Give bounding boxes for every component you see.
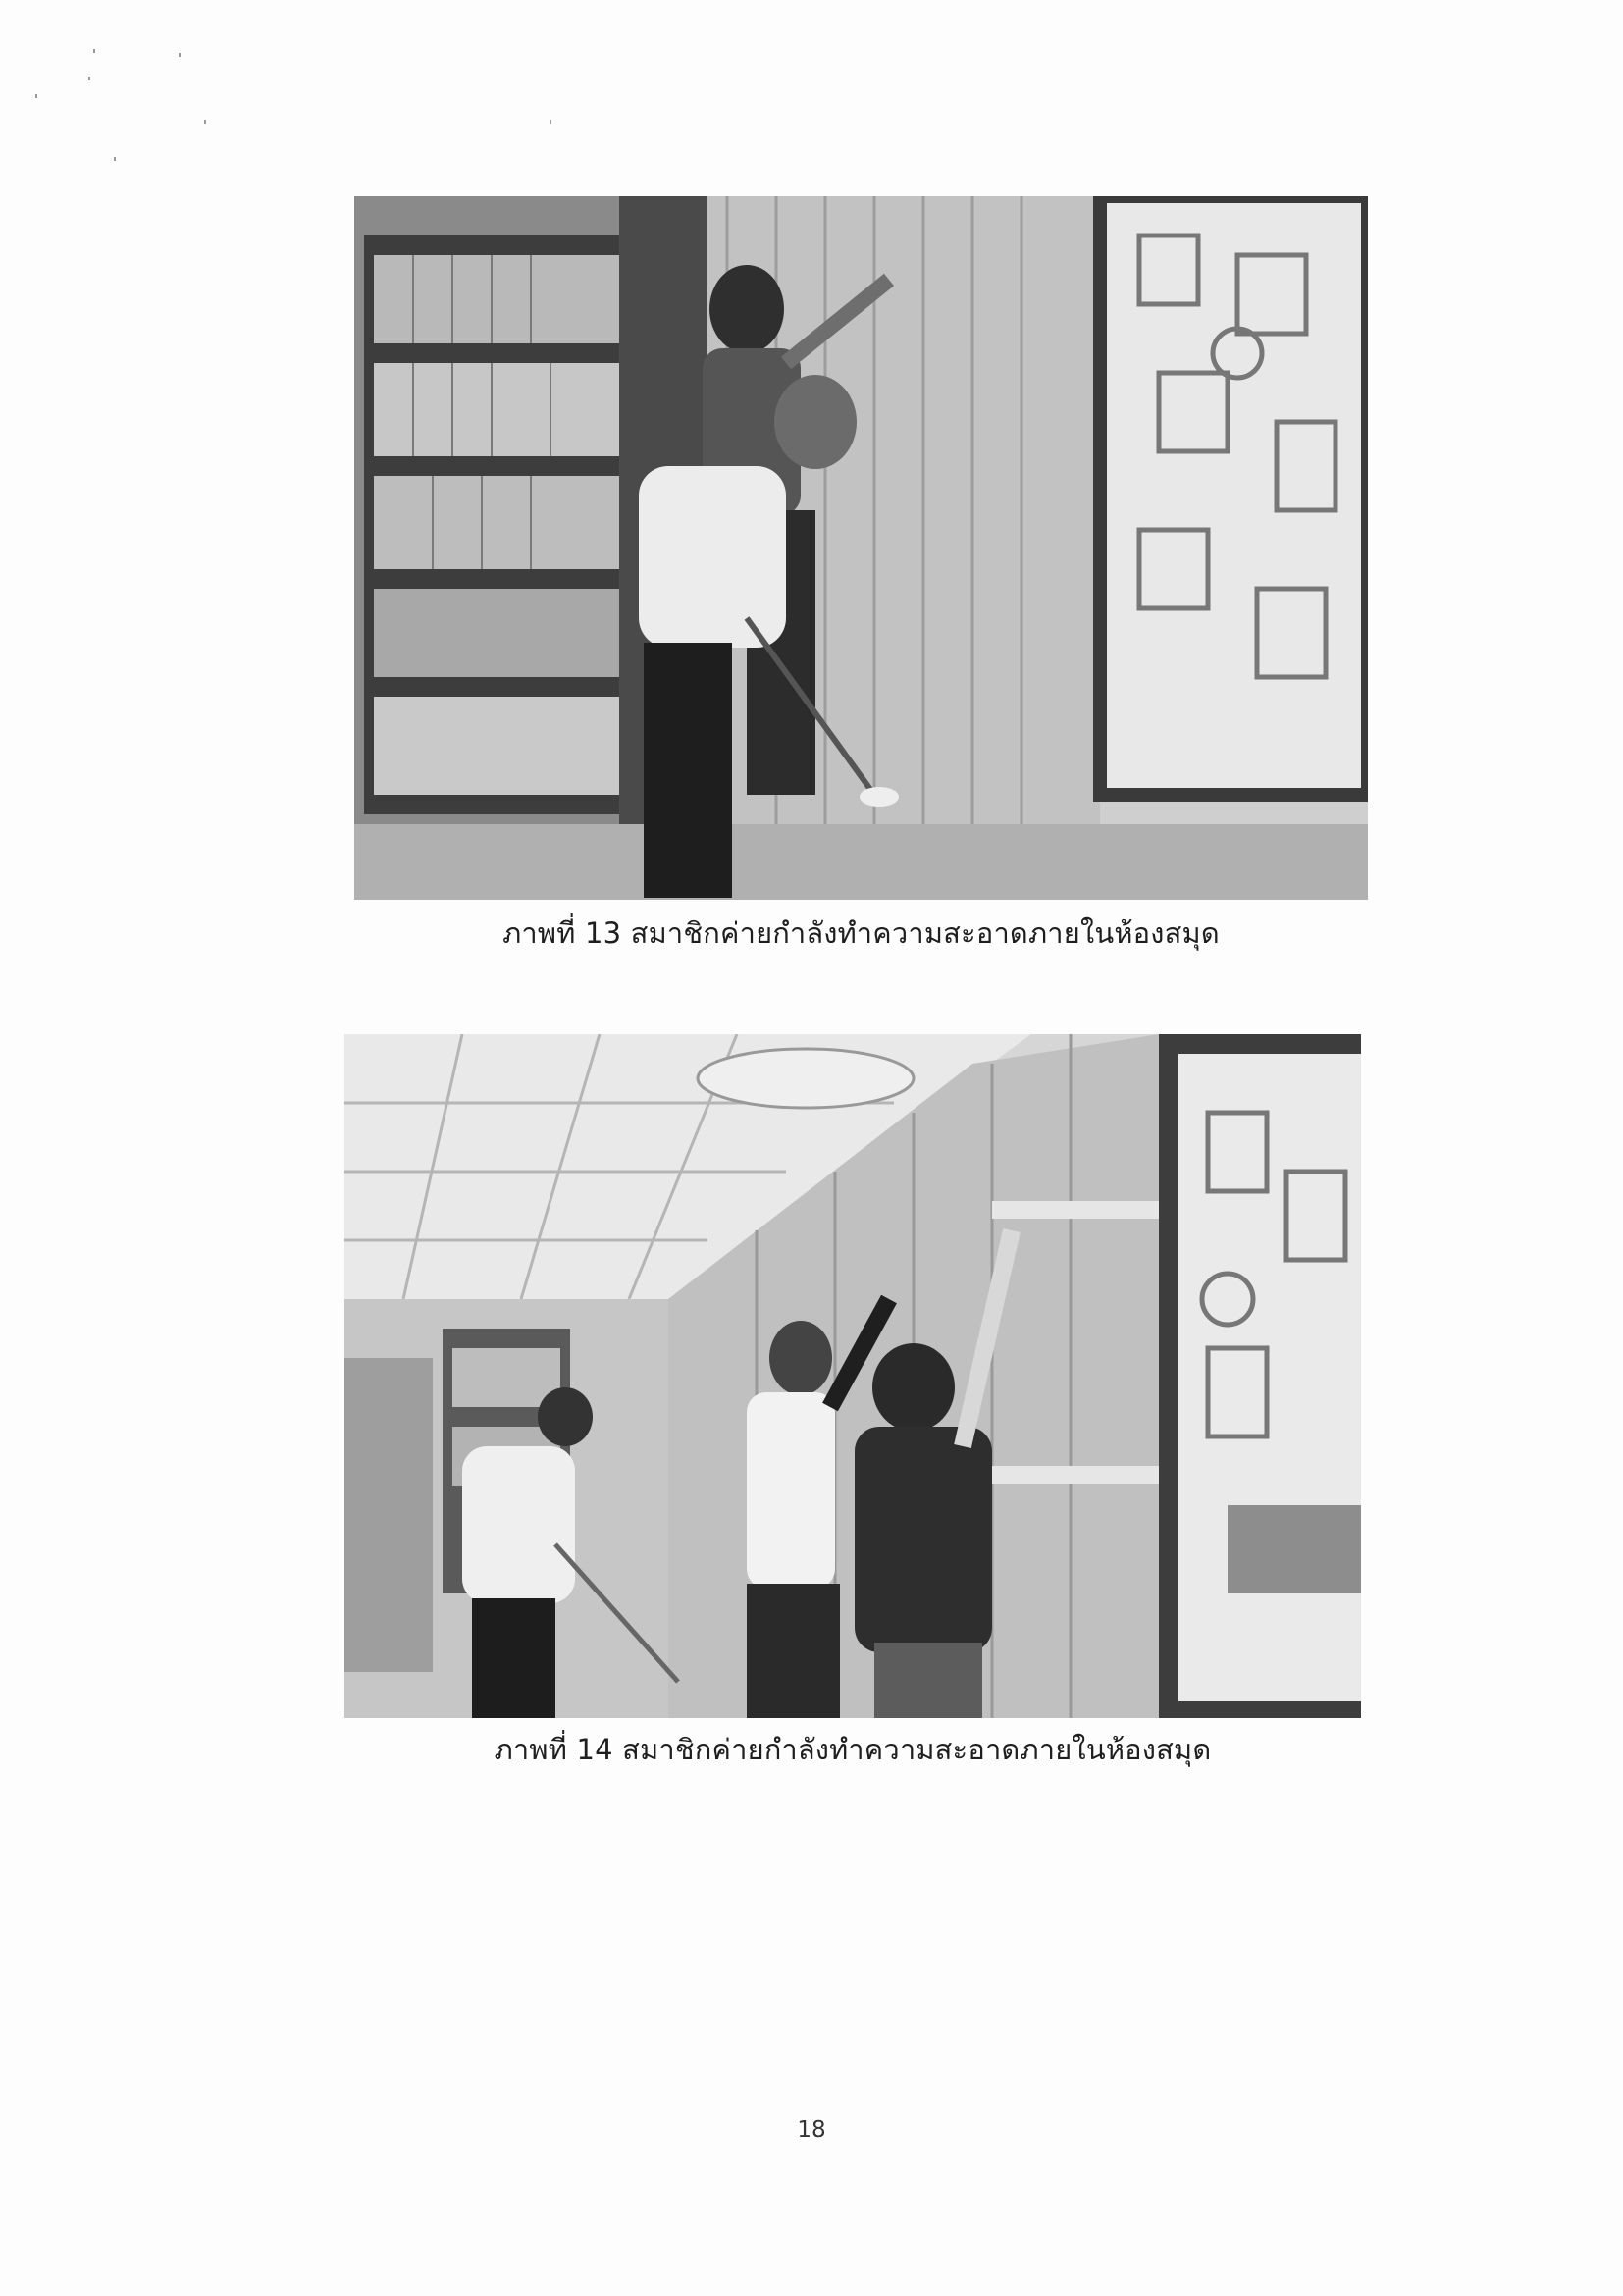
figure-14-photo bbox=[344, 1034, 1361, 1718]
figure-13-caption: ภาพที่ 13 สมาชิกค่ายกำลังทำความสะอาดภายในห้องสมุด bbox=[502, 916, 1220, 950]
scan-mark bbox=[550, 120, 551, 124]
scan-mark bbox=[179, 53, 181, 57]
page-number: 18 bbox=[797, 2117, 826, 2143]
volunteers-cleaning-window-icon bbox=[354, 196, 1368, 900]
scan-mark bbox=[88, 77, 90, 80]
figure-14-caption: ภาพที่ 14 สมาชิกค่ายกำลังทำความสะอาดภายในห้องสมุด bbox=[494, 1733, 1212, 1766]
scan-mark bbox=[204, 120, 206, 124]
figure-13-photo bbox=[354, 196, 1368, 900]
scan-mark bbox=[93, 49, 95, 53]
volunteers-cleaning-corridor-icon bbox=[344, 1034, 1361, 1718]
scan-mark bbox=[35, 94, 37, 98]
scan-mark bbox=[114, 157, 116, 161]
